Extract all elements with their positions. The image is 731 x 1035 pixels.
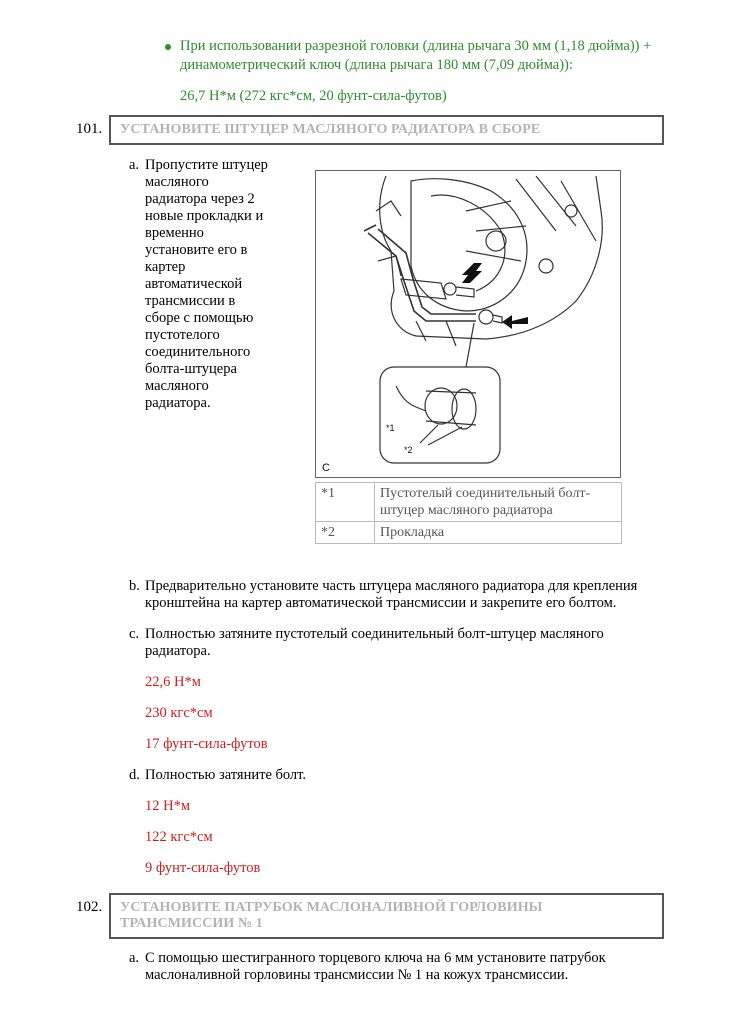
step-102-a-line1: С помощью шестигранного торцевого ключа на 6 мм установите патрубок [145,950,606,966]
bullet-text-line2: динамометрический ключ (длина рычага 180 мм (7,09 дюйма)): [180,57,573,73]
transmission-illustration [316,171,620,477]
step-101-c-marker: c. [129,626,140,642]
c-torque-nm: 22,6 Н*м [145,674,201,690]
a-line: установите его в [145,242,248,258]
oil-cooler-union-figure [315,170,621,478]
intro-torque: 26,7 Н*м (272 кгс*см, 20 фунт-сила-футов) [180,88,447,104]
a-line: пустотелого [145,327,220,343]
step-101-d-marker: d. [129,767,140,783]
a-line: картер [145,259,186,275]
step-101-d-line1: Полностью затяните болт. [145,767,307,783]
legend-text-line1: Пустотелый соединительный болт- [380,486,591,501]
step-101-a-marker: a. [129,157,140,173]
a-line: автоматической [145,276,243,292]
table-row [316,483,622,522]
a-line: трансмиссии в [145,293,236,309]
c-torque-kgfcm: 230 кгс*см [145,705,213,721]
step-102-a-marker: a. [129,950,140,966]
a-line: болта-штуцера [145,361,237,377]
legend-text-line2: штуцер масляного радиатора [380,503,553,518]
table-row [316,522,622,544]
step-101-c-line2: радиатора. [145,643,211,659]
legend-key: *1 [316,483,375,522]
step-101-title: УСТАНОВИТЕ ШТУЦЕР МАСЛЯНОГО РАДИАТОРА В СБОРЕ [120,122,541,137]
step-102-title-line2: ТРАНСМИССИИ № 1 [120,916,263,931]
a-line: временно [145,225,204,241]
step-101-title-box [109,115,664,145]
step-102-number: 102. [76,899,103,915]
step-101-b-line2: кронштейна на картер автоматической трансмиссии и закрепите его болтом. [145,595,617,611]
step-102-title-box [109,893,664,939]
callout-2: *2 [404,445,413,455]
step-102-title-line1: УСТАНОВИТЕ ПАТРУБОК МАСЛОНАЛИВНОЙ ГОРЛОВИНЫ [120,900,543,915]
bullet-text-line1: При использовании разрезной головки (длина рычага 30 мм (1,18 дюйма)) + [180,38,652,54]
figure-legend-table [315,482,622,544]
d-torque-nm: 12 Н*м [145,798,191,814]
step-101-b-line1: Предварительно установите часть штуцера масляного радиатора для крепления [145,578,638,594]
legend-text: Прокладка [375,522,622,544]
step-101-b-marker: b. [129,578,140,594]
d-torque-ftlbf: 9 фунт-сила-футов [145,860,261,876]
a-line: соединительного [145,344,251,360]
a-line: радиатора через 2 [145,191,255,207]
legend-text [375,483,622,522]
step-101-a-text [145,157,305,412]
step-101-number: 101. [76,121,103,137]
step-101-c-line1: Полностью затяните пустотелый соединительный болт-штуцер масляного [145,626,604,642]
a-line: масляного [145,174,209,190]
d-torque-kgfcm: 122 кгс*см [145,829,213,845]
a-line: сборе с помощью [145,310,254,326]
a-line: радиатора. [145,395,211,411]
a-line: новые прокладки и [145,208,264,224]
legend-key: *2 [316,522,375,544]
bullet-icon [165,44,171,50]
callout-1: *1 [386,423,395,433]
c-torque-ftlbf: 17 фунт-сила-футов [145,736,268,752]
a-line: Пропустите штуцер [145,157,268,173]
figure-corner-label: C [322,462,330,474]
step-102-a-line2: маслоналивной горловины трансмиссии № 1 на кожух трансмиссии. [145,967,569,983]
a-line: масляного [145,378,209,394]
